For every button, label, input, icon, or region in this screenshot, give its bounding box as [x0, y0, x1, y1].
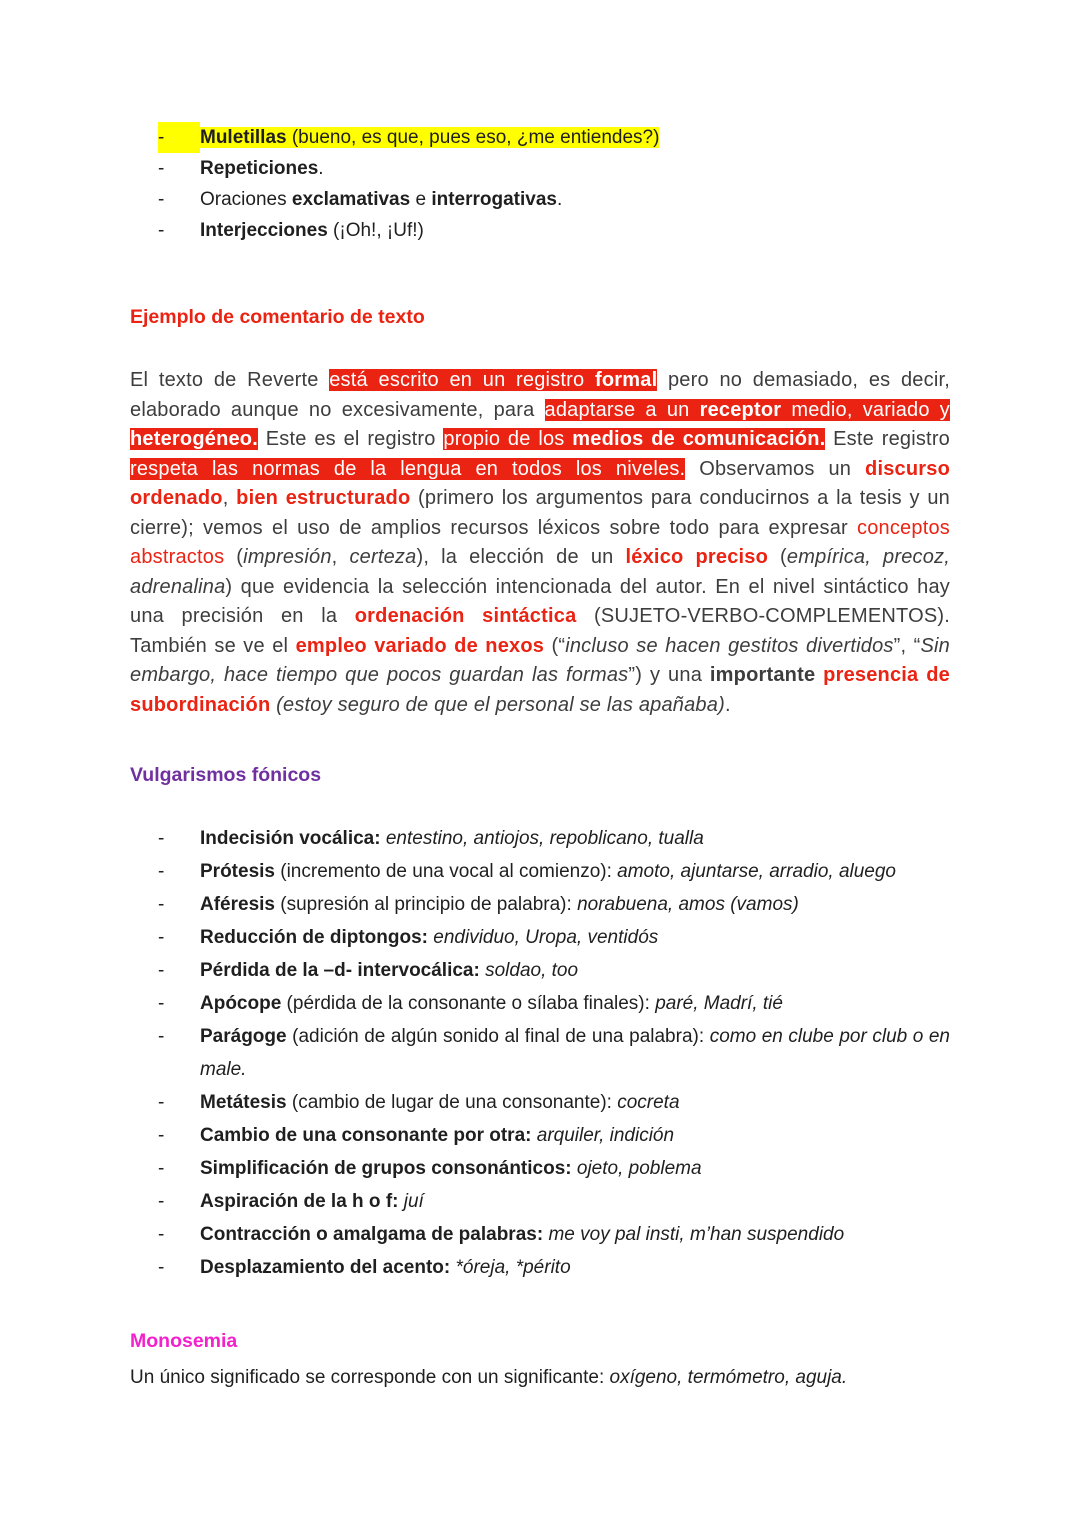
list-item: - Parágoge (adición de algún sonido al final de una palabra): como en clube por club o en male.	[130, 1020, 950, 1086]
hyphen-bullet: -	[158, 1158, 165, 1179]
hyphen-bullet: -	[158, 1257, 165, 1278]
list-item: - Cambio de una consonante por otra: arquiler, indición	[130, 1119, 950, 1152]
list-item: - Repeticiones.	[130, 153, 950, 184]
list-item: - Apócope (pérdida de la consonante o sílaba finales): paré, Madrí, tié	[130, 987, 950, 1020]
list-item: - Aspiración de la h o f: juí	[130, 1185, 950, 1218]
vulgarismos-list	[130, 822, 950, 1284]
section-heading-ejemplo: Ejemplo de comentario de texto	[130, 306, 425, 328]
hyphen-bullet: -	[158, 1125, 165, 1146]
list-item: - Metátesis (cambio de lugar de una consonante): cocreta	[130, 1086, 950, 1119]
oral-features-list	[130, 122, 950, 246]
hyphen-bullet: -	[158, 993, 165, 1014]
hyphen-bullet: -	[158, 189, 165, 210]
hyphen-bullet: -	[158, 1026, 165, 1047]
list-item: - Pérdida de la –d- intervocálica: soldao, too	[130, 954, 950, 987]
list-item: - Simplificación de grupos consonánticos: ojeto, poblema	[130, 1152, 950, 1185]
list-item: - Indecisión vocálica: entestino, antiojos, repoblicano, tualla	[130, 822, 950, 855]
hyphen-bullet: -	[158, 861, 165, 882]
hyphen-bullet: -	[158, 1224, 165, 1245]
section-heading-monosemia: Monosemia	[130, 1330, 238, 1352]
hyphen-bullet: -	[158, 894, 165, 915]
list-item: - Interjecciones (¡Oh!, ¡Uf!)	[130, 215, 950, 246]
hyphen-bullet: -	[158, 122, 200, 153]
list-item: - Oraciones exclamativas e interrogativas.	[130, 184, 950, 215]
hyphen-bullet: -	[158, 1092, 165, 1113]
list-item: - Desplazamiento del acento: *óreja, *périto	[130, 1251, 950, 1284]
hyphen-bullet: -	[158, 960, 165, 981]
list-item: - Reducción de diptongos: endividuo, Uropa, ventidós	[130, 921, 950, 954]
list-item: - Aféresis (supresión al principio de palabra): norabuena, amos (vamos)	[130, 888, 950, 921]
hyphen-bullet: -	[158, 158, 165, 179]
list-item: - Contracción o amalgama de palabras: me voy pal insti, m’han suspendido	[130, 1218, 950, 1251]
hyphen-bullet: -	[158, 1191, 165, 1212]
monosemia-text: Un único significado se corresponde con un significante: oxígeno, termómetro, aguja.	[130, 1367, 848, 1388]
list-item: - Muletillas (bueno, es que, pues eso, ¿me entiendes?)	[130, 122, 950, 153]
hyphen-bullet: -	[158, 220, 165, 241]
hyphen-bullet: -	[158, 927, 165, 948]
hyphen-bullet: -	[158, 828, 165, 849]
section-heading-vulgarismos: Vulgarismos fónicos	[130, 764, 322, 786]
commentary-paragraph: El texto de Reverte está escrito en un registro formal pero no demasiado, es decir, elaborado aunque no excesivamente, para adaptarse a un receptor medio, variado y heterogéneo. Este es el registro propio de los medios de comunicación. Este registro respeta las normas de la lengua en todos los niveles. Observamos un discurso ordenado, bien estructurado (primero los argumentos para conducirnos a la tesis y un cierre); vemos el uso de amplios recursos léxicos sobre todo para expresar conceptos abstractos (impresión, certeza), la elección de un léxico preciso (empírica, precoz, adrenalina) que evidencia la selección intencionada del autor. En el nivel sintáctico hay una precisión en la ordenación sintáctica (SUJETO-VERBO-COMPLEMENTOS). También se ve el empleo variado de nexos (“incluso se hacen gestitos divertidos”, “Sin embargo, hace tiempo que pocos guardan las formas”) y una importante presencia de subordinación (estoy seguro de que el personal se las apañaba).	[130, 369, 951, 716]
list-item: - Prótesis (incremento de una vocal al comienzo): amoto, ajuntarse, arradio, aluego	[130, 855, 950, 888]
